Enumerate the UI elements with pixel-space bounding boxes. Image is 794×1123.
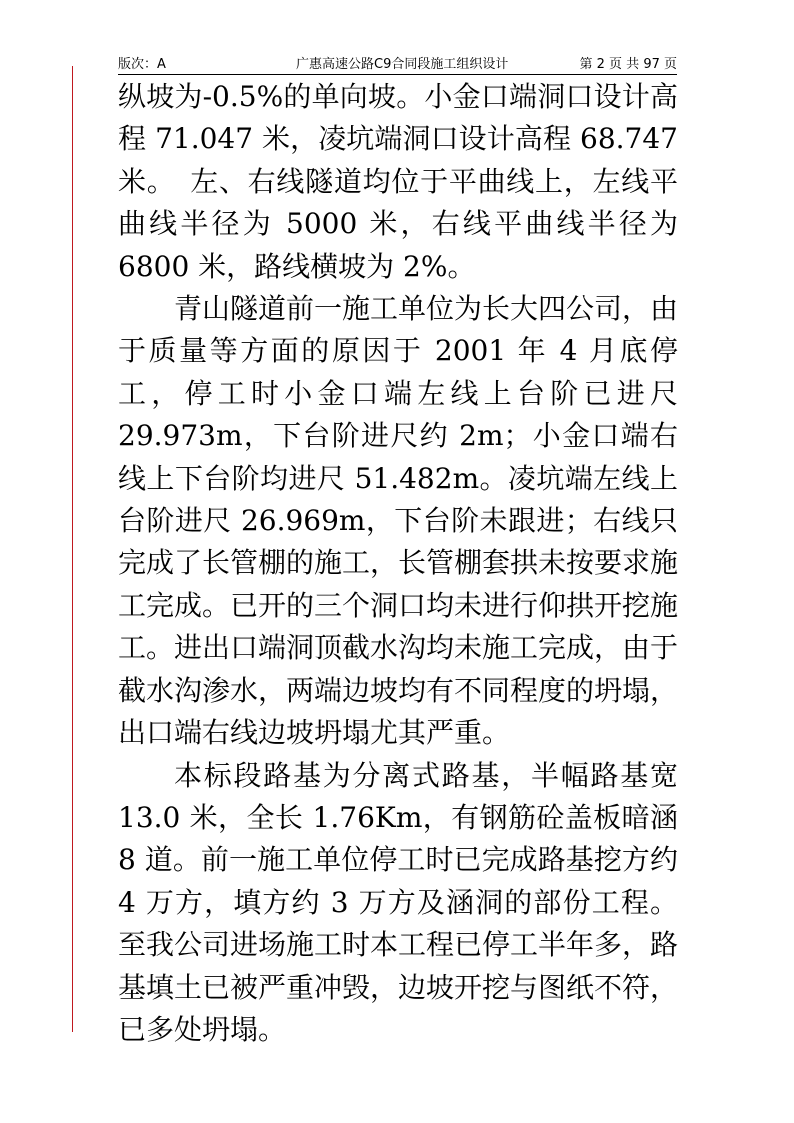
paragraph: 本标段路基为分离式路基，半幅路基宽 13.0 米，全长 1.76Km，有钢筋砼盖板暗涵 8 道。前一施工单位停工时已完成路基挖方约 4 万方，填方约 3 万方及涵洞的部份工程。至我公司进场施工时本工程已停工半年多，路基填土已被严重冲毁，边坡开挖与图纸不符，已多处坍塌。	[118, 758, 679, 1046]
header-page-info: 第 2 页 共 97 页	[579, 57, 677, 72]
margin-rule	[72, 66, 73, 1032]
paragraph: 青山隧道前一施工单位为长大四公司，由于质量等方面的原因于 2001 年 4 月底停工，停工时小金口端左线上台阶已进尺 29.973m，下台阶进尺约 2m；小金口端右线上下台阶均进尺 51.482m。凌坑端左线上台阶进尺 26.969m，下台阶未跟进；右线只完成了长管棚的施工，长管棚套拱未按要求施工完成。已开的三个洞口均未进行仰拱开挖施工。进出口端洞顶截水沟均未施工完成，由于截水沟渗水，两端边坡均有不同程度的坍塌，出口端右线边坡坍塌尤其严重。	[118, 292, 679, 750]
page-header	[118, 56, 677, 75]
header-version: 版次：A	[118, 57, 166, 72]
paragraph: 纵坡为-0.5%的单向坡。小金口端洞口设计高程 71.047 米，凌坑端洞口设计高程 68.747 米。 左、右线隧道均位于平曲线上，左线平曲线半径为 5000 米，右线平曲线半径为 6800 米，路线横坡为 2%。	[118, 80, 678, 283]
header-title: 广惠高速公路C9合同段施工组织设计	[296, 57, 509, 72]
body-text	[118, 76, 678, 1051]
